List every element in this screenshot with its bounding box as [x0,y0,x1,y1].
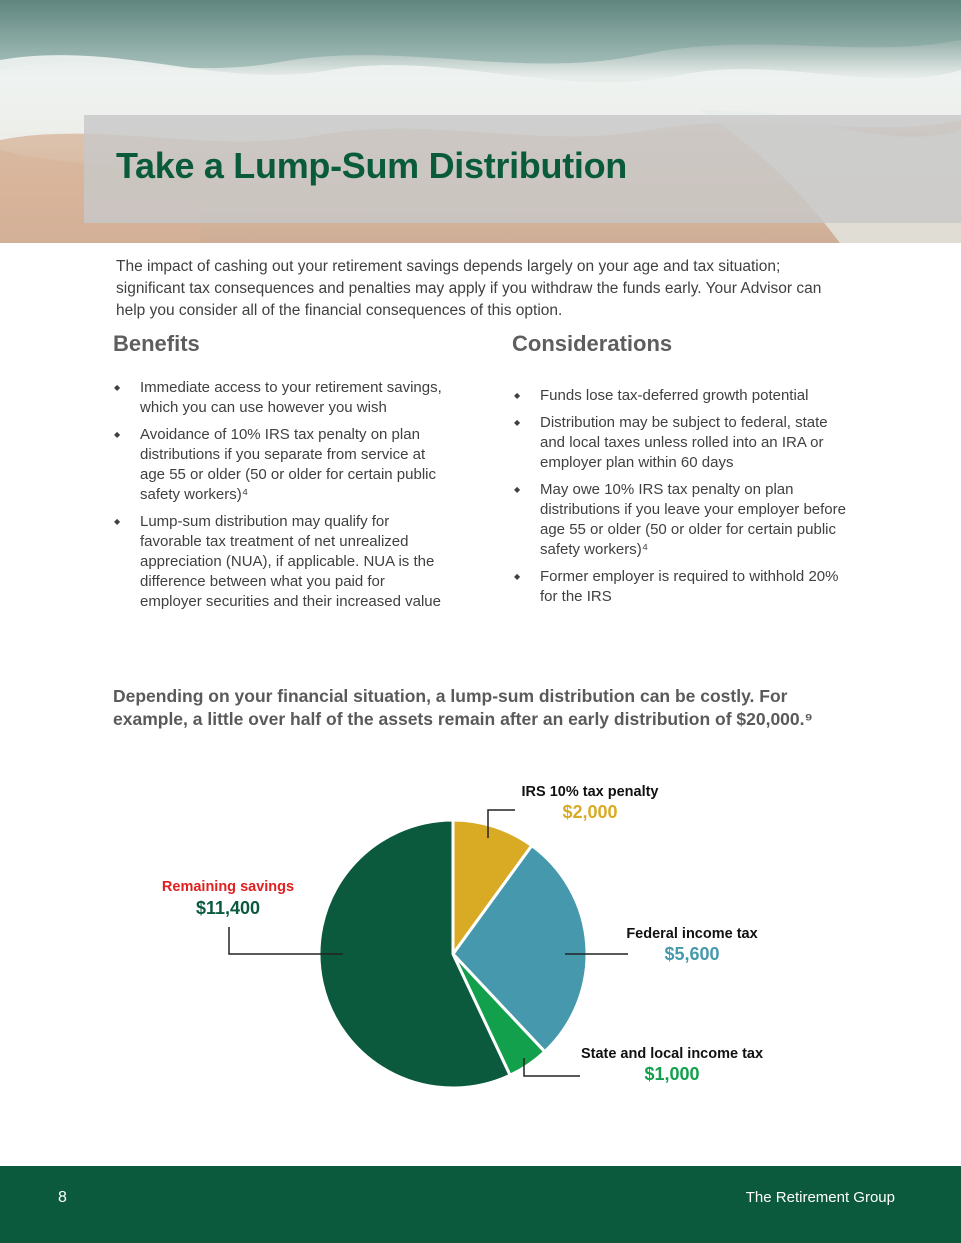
page-title: Take a Lump-Sum Distribution [116,145,627,186]
slice-label: Remaining savings [161,879,295,895]
slice-label: Federal income tax [626,926,758,942]
list-item: ◆ Funds lose tax-deferred growth potential [514,386,854,406]
list-item: ◆ Immediate access to your retirement savings, which you can use however you wish [114,378,449,418]
list-item: ◆ Avoidance of 10% IRS tax penalty on plan distributions if you separate from service at age 55 or older (50 or older for certain public safety workers)⁴ [114,425,449,505]
slice-value-label: $11,400 [195,898,261,918]
list-item: ◆ Lump-sum distribution may qualify for favorable tax treatment of net unrealized appreciation (NUA), if applicable. NUA is the difference between what you paid for employer securities and their increased value [114,512,449,612]
slice-value-label: $2,000 [562,802,618,822]
slice-label: IRS 10% tax penalty [521,784,659,800]
considerations-heading: Considerations [512,331,673,356]
intro-paragraph: The impact of cashing out your retirement savings depends largely on your age and tax situation; significant tax consequences and penalties may apply if you withdraw the funds early. Your Advisor can help you consider all of the financial consequences of this option. [116,258,822,319]
pie-chart [0,770,961,1130]
page-number: 8 [58,1189,67,1206]
list-item: ◆ Former employer is required to withhold 20% for the IRS [514,567,854,607]
benefits-heading: Benefits [113,331,200,356]
benefits-list [114,378,449,619]
list-item: ◆ May owe 10% IRS tax penalty on plan distributions if you leave your employer before age 55 or older (50 or older for certain public safety workers)⁴ [514,480,854,560]
footer-bar [0,1166,961,1243]
considerations-list [514,386,854,614]
slice-value-label: $5,600 [664,944,720,964]
callout-text: Depending on your financial situation, a lump-sum distribution can be costly. For example, a little over half of the assets remain after an early distribution of $20,000.⁹ [113,686,813,729]
slice-label: State and local income tax [580,1046,764,1062]
list-item: ◆ Distribution may be subject to federal, state and local taxes unless rolled into an IRA or employer plan within 60 days [514,413,854,473]
footer-brand: The Retirement Group [745,1189,895,1206]
slice-value-label: $1,000 [644,1064,700,1084]
